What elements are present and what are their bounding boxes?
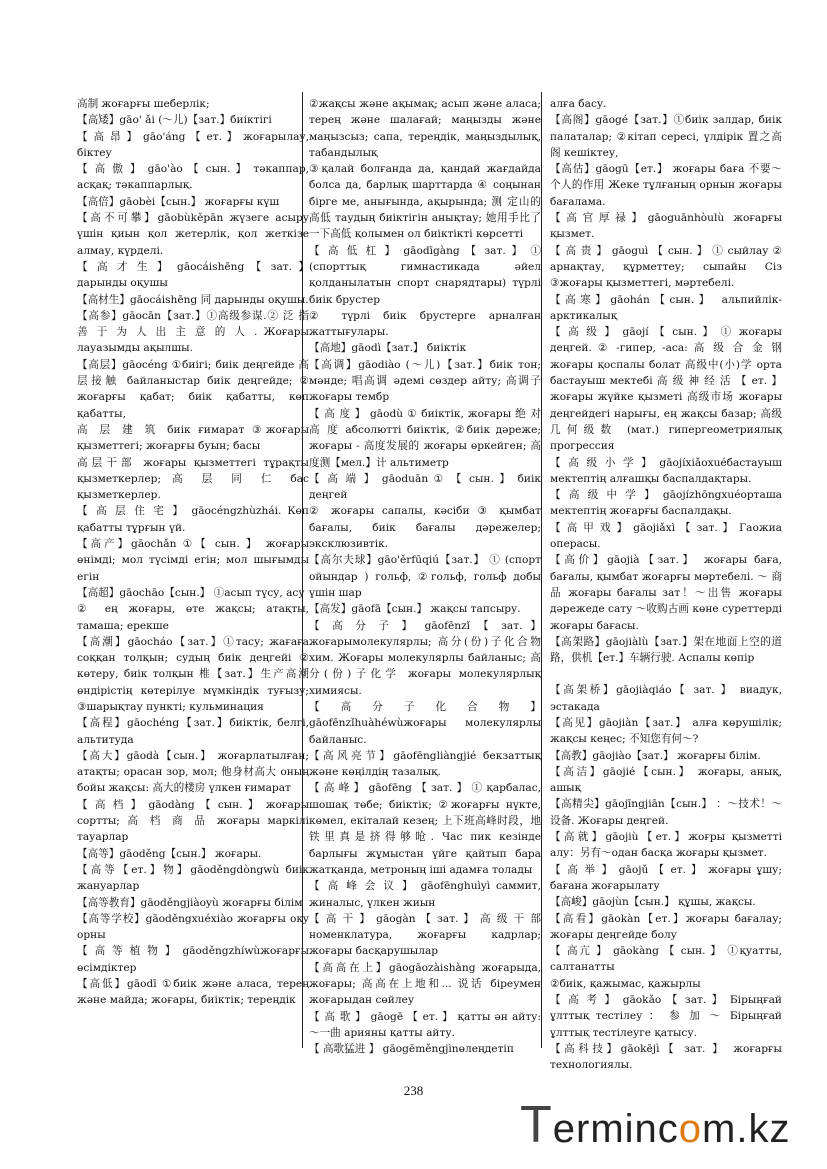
logo-letters-mid: erminc xyxy=(552,1107,679,1151)
dictionary-entry: 【高发】gāofā【сын.】 жақсы тапсыру. xyxy=(309,603,521,616)
logo-letter-o: o xyxy=(678,1107,703,1151)
dictionary-entry: 【 高 甲 戏 】 gāojiǎxì 【 зат. 】 Гаожиа операсы. xyxy=(550,521,782,551)
dictionary-entry: 【 高 低 杠 】 gāodīgàng 【 зат. 】 ① (спорттық гимнастикада әйел қолданылатын спорт снарядтары) түрлі биік брустер xyxy=(309,244,541,306)
dictionary-entry: 【高架桥】gāojiàqiáo【 зат. 】 виадук, эстакада xyxy=(550,684,782,713)
dictionary-entry: ② жоғары сапалы, кәсіби ③ қымбат бағалы, биік бағалы дәрежелер; эксклюзивтік. xyxy=(309,505,541,551)
column-1 xyxy=(77,96,309,1009)
dictionary-entry: 【 高 等 植 物 】 gāoděngzhíwùжоғарғы өсімдіктер xyxy=(77,945,309,974)
dictionary-entry: 【高参】gāocān【зат.】①高级参谋.② 泛 指 善 于 为 人 出 主 意 的 人 . Жоғары лауазымды ақылшы. xyxy=(77,309,309,355)
dictionary-entry: 【 高 端 】 gāoduān ① 【 сын. 】 биік деңгей xyxy=(309,472,541,502)
column-2 xyxy=(309,96,541,1058)
page-number: 238 xyxy=(403,1083,424,1098)
column-divider-1 xyxy=(302,92,303,1048)
dictionary-entry: 【 高 级 中 学 】 gāojízhōngxuéорташа мектептің жоғарғы баспалдақы. xyxy=(550,489,782,518)
dictionary-entry: ②биік, қажымас, қажырлы xyxy=(550,977,701,990)
dictionary-entry: 【高精尖】gāojīngjiān【сын.】 ：～技术！～设备. Жоғары деңгей. xyxy=(550,798,782,827)
dictionary-entry: 【 高 干 】 gāogàn 【 зат. 】 高 级 干 部 номенклатура, жоғарғы кадрлар; жоғары басқарушылар xyxy=(309,912,541,958)
dictionary-entry: 【高等教育】gāoděngjiàoyù жоғарғы білім xyxy=(77,896,303,909)
dictionary-entry: 【 高 才 生 】 gāocáishēng 【 зат. 】 дарынды оқушы xyxy=(77,260,309,290)
dictionary-entry: 【高寒】gāohán【сын.】 альпийлік-арктикалық xyxy=(550,293,782,322)
dictionary-entry: 【 高 举 】 gāojǔ 【 ет. 】 жоғары ұшу; бағана жоғарылату xyxy=(550,863,782,892)
dictionary-entry: 【高高在上】gāogāozàishàng жоғарыда, жоғары; 高高在上地和... 说话 біреумен жоғарыдан сөйлеу xyxy=(309,961,541,1007)
dictionary-entry: 【高就】gāojiù【ет.】жоғры қызметті алу：另有～одан басқа жоғары қызмет. xyxy=(550,831,782,860)
dictionary-entry: 【高风亮节】gāofēngliàngjié бекзаттық және көңілдің тазалық. xyxy=(309,749,541,779)
dictionary-entry: 【 高 级 小 学 】 gāojíxiǎoxuéбастауыш мектептің алғашқы баспалдақтары. xyxy=(550,456,782,485)
dictionary-entry: 【 高 分 子 化 合 物 】 gāofēnzǐhuàhéwùжоғары молекулярлы байланыс. xyxy=(309,700,541,746)
dictionary-entry: 【高架路】gāojiàlù【зат.】架在地面上空的道路，供机【ет.】车辆行驶. Аспалы көпір xyxy=(550,635,782,665)
dictionary-entry: 【高矮】gāo' ǎi (～儿)【зат.】биіктігі xyxy=(77,114,272,127)
dictionary-entry: 【高价】gāojià【зат.】 жоғары баға, бағалы, қымбат жоғарғы мәртебелі. ～ 商 品 жоғары бағалы зат！～出售 жоғары дәрежеде сату ～收购古画 көне суреттерді жоғары бағасы. xyxy=(550,554,782,632)
dictionary-entry: 【高超】gāochāo【сын.】 ①асып түсу, асу xyxy=(77,586,305,599)
dictionary-entry: 【 高 档 】 gāodàng 【 сын. 】 жоғары сортты; 高 档 商 品 жоғары маркілі тауарлар xyxy=(77,798,309,844)
dictionary-entry: 【 高 贵 】 gāoguì 【 сын. 】 ① сыйлау ② арнақтау, құрметтеу; сыпайы Сіз ③жоғары қызметтегі, мәртебелі. xyxy=(550,244,782,290)
dictionary-entry: 【 高歌猛进 】 gāogēměngjìnөлеңдетіп xyxy=(309,1043,514,1056)
dictionary-entry: 【 高 昂 】 gāo'áng 【 ет. 】 жоғарылау, біктеу xyxy=(77,130,309,159)
dictionary-entry: 【高等【ет.】物】gāoděngdòngwù биік жануарлар xyxy=(77,863,309,893)
svg-text:Termincom.kz xyxy=(520,1098,790,1154)
dictionary-entry: 高 层 建 筑 биік ғимарат ③жоғары қызметтегі; жоғарғы буын; басы xyxy=(77,423,309,453)
dictionary-entry: 【高看】gāokàn【ет.】жоғары бағалау; жоғары деңгейде болу xyxy=(550,912,782,941)
dictionary-entry: ② ең жоғары, өте жақсы; атақты, тамаша; ерекше xyxy=(77,603,309,632)
dictionary-entry: 【高峰】gāofēng【зат.】①қарбалас, шошақ төбе; биіктік; ②жоғарғы нүкте, көмел, екіталай кезең; 上下班高峰时段，地铁里真是挤得够呛. Час пик кезінде барлығы жұмыстан үйге қайтып бара жатқанда, метроның іші адамға толады xyxy=(309,782,541,876)
dictionary-entry: алға басу. xyxy=(550,98,607,110)
dictionary-entry: 高层干部 жоғары қызметтегі тұрақты қызметкерлер; 高 层 同 仁 бас қызметкерлер. xyxy=(77,456,309,502)
dictionary-entry: 【高调】gāodiào (～儿)【зат.】биік тон; мәнде; 唱高调 әдемі сөздер айту; 高调子 жоғары тембр xyxy=(309,358,541,404)
dictionary-entry: ②жақсы және ақымақ; асып және аласа; терең және шалағай; маңызды және маңызсыз; сапа, тереңдік, маңыздылық, табандылық xyxy=(309,98,541,159)
dictionary-entry: 【 高亢 】 gāokàng 【 сын. 】 ①қуатты, салтанатты xyxy=(550,945,782,974)
dictionary-entry: 【 高 度 】 gāodù ① биіктік, жоғары 绝 对 高 度 абсолютті биіктік, ②биік дәреже; жоғары - 高度发展的 жоғары өркейген; 高度测【мел.】计 альтиметр xyxy=(309,407,541,469)
dictionary-entry: 【 高 分 子 】 gāofēnzǐ 【 зат. 】 жоғарымолекулярлы; 高分(份)子化合物 хим. Жоғары молекулярлы байланыс; 高分(份)子化学 жоғары молекулярлық химиясы. xyxy=(309,619,541,697)
termincom-logo xyxy=(520,1098,820,1158)
dictionary-entry: 【高等学校】gāoděngxuéxiào жоғарғы оқу орны xyxy=(77,912,309,942)
dictionary-entry: ③қалай болғанда да, қандай жағдайда болса да, барлық шарттарда ④ соңынан бірге ме, анығында, ақырында; 测 定山的高低 таудың биіктігін анықтау; 她用手比了一下高低 қолымен ол биіктікті көрсетті xyxy=(309,163,541,241)
dictionary-entry: 【高峻】gāojùn【сын.】 құшы, жақсы. xyxy=(550,896,756,909)
dictionary-entry: 【 高 歌 】 gāogē 【 ет. 】 қатты ән айту: ～一曲 арияны қатты айту. xyxy=(309,1010,541,1039)
dictionary-entry: 【高潮】gāocháo【зат.】①тасу; жағаға соққан толқын; судың биік деңгейі ② көтеру, биік толқын 椎【зат.】生产高潮 өндірістің көтерілуе мүмкіндік туғызу; ③шарықтау пункті; кульминация xyxy=(77,635,309,713)
dictionary-entry: 【高尔夫球】gāo'ěrfūqiú【зат.】 ① (спорт ойындар ) гольф, ②гольф, гольф добы үшін шар xyxy=(309,554,541,599)
dictionary-entry: 【高低】gāodī ①биік және аласа, терең және майда; жоғары, биіктік; тереңдік xyxy=(77,978,309,1007)
dictionary-entry: 【高见】gāojiàn【зат.】 алға көрушілік; жақсы кеңес; 不知您有何～? xyxy=(550,716,782,746)
dictionary-entry: 【 高 傲 】 gāo'ào 【 сын. 】 тәкаппар, асқақ; тәкаппарлық. xyxy=(77,163,309,192)
dictionary-entry: 【高产】gāochǎn ①【 сын. 】 жоғары өнімді; мол түсімді егін; мол шығымды егін xyxy=(77,538,309,583)
dictionary-entry: 【高阁】gāogé【зат.】①биік залдар, биік палаталар; ②кітап сересі, үлдірік 置之高阁 кешіктеу, xyxy=(550,114,782,159)
dictionary-entry: 【高材生】gāocáishēng 同 дарынды оқушы. xyxy=(77,293,309,306)
dictionary-entry: 【高不可攀】gāobùkěpān жүзеге асыру үшін қиын қол жетерлік, қол жеткізе алмау, күрделі. xyxy=(77,212,309,257)
dictionary-entry: 【 高 考 】 gāokǎo 【 зат. 】 Бірыңғай ұлттық тестілеу ： 参 加 ～ Бірыңғай ұлттық тестілеуге қатысу. xyxy=(550,994,782,1039)
dictionary-entry: 【高倍】gāobèi【сын.】 жоғарғы күш xyxy=(77,195,280,208)
logo-letter-t: T xyxy=(520,1098,553,1154)
dictionary-entry: 【 高 峰 会 议 】 gāofēnghuìyì саммит, жиналыс, үлкен жиын xyxy=(309,880,541,909)
dictionary-entry: 【高地】gāodì【зат.】 биіктік xyxy=(309,342,467,355)
dictionary-entry: 【高程】gāochéng【зат.】биіктік, белгі, альтитуда xyxy=(77,717,309,746)
dictionary-entry: 【 高 层 住 宅 】 gāocéngzhùzhái. Көп қабатты тұрғын үй. xyxy=(77,505,309,534)
dictionary-entry: ② түрлі биік брустерге арналған жаттығулары. xyxy=(309,309,541,339)
dictionary-entry: 【高层】gāocéng ①биігі; биік деңгейде 高层接触 байланыстар биік деңгейде; ② жоғарғы қабат; биік қабатты, көп қабатты, xyxy=(77,358,309,420)
dictionary-entry: 【高科技】gāokējì【 зат. 】 жоғарғы технологиялы. xyxy=(550,1042,782,1072)
dictionary-entry: 高制 жоғарғы шеберлік; xyxy=(77,98,210,110)
dictionary-entry: 【 高 级 】 gāojí 【 сын. 】 ① жоғары деңгей. ② -гипер, -аса: 高 级 合 金 钢 жоғары қоспалы болат 高级中(小)学 орта бастауыш мектебі 高 级 神 经 活 【 ет. 】 жоғары жүйке қызметі 高级市场 жоғары деңгейдегі нарығы, ең жақсы базар; 高级几何级数 (мат.) гипергеометриялық прогрессия xyxy=(550,326,782,453)
dictionary-entry: 【高大】gāodà【сын.】 жоғарлатылған; атақты; орасан зор, мол; 他身材高大 оның бойы жақсы: 高大的楼房 үлкен ғимарат xyxy=(77,749,309,795)
dictionary-entry: 【高教】gāojiào【зат.】 жоғарғы білім. xyxy=(550,749,761,762)
dictionary-entry: 【高等】gāoděng【сын.】 жоғары. xyxy=(77,847,262,860)
dictionary-entry: 【高估】gāogū【ет.】 жоғары баға 不要～个人的作用 Жеке тұлғаның орнын жоғары бағалама. xyxy=(550,163,782,208)
column-divider-2 xyxy=(541,92,542,1048)
dictionary-entry: 【高官厚禄】gāoguānhòulù жоғарғы қызмет. xyxy=(550,212,782,241)
dictionary-entry: 【高洁】gāojié【сын.】 жоғары, анық, ашық xyxy=(550,765,782,795)
logo-letters-end: m.kz xyxy=(702,1107,791,1151)
column-3 xyxy=(550,96,782,1074)
